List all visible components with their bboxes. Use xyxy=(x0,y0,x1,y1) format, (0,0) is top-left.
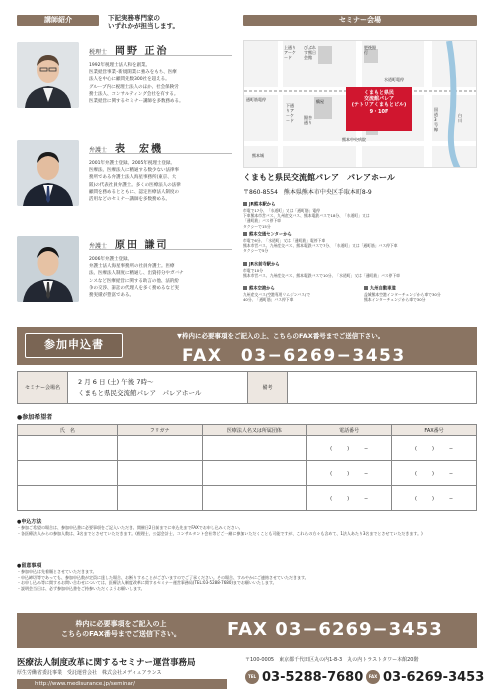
fax-contact xyxy=(366,668,484,686)
col-organization: 医療法人名又は所属団体 xyxy=(202,425,307,436)
apply-band xyxy=(17,327,477,365)
furigana-cell[interactable] xyxy=(117,461,202,486)
speaker-name-line: 税理士 岡野 正治 xyxy=(89,42,232,56)
participants-header-row xyxy=(18,425,477,436)
speaker-harada xyxy=(17,236,232,316)
footer-fax-band xyxy=(17,613,477,648)
col-phone: 電話番号 xyxy=(307,425,392,436)
venue-map xyxy=(243,40,477,168)
map-label: 通町筋電停 xyxy=(246,97,266,102)
org-url[interactable]: http://www.medisurance.jp/seminar/ xyxy=(17,679,227,689)
seminar-datetime: 2 月 6 日 (土) 午後 7時〜 xyxy=(78,377,154,386)
tel-contact xyxy=(245,668,363,686)
map-label: 熊本城 xyxy=(252,153,264,158)
org-address: 〒100-0005 東京都千代田区丸の内1-8-3 丸の内トラストタワー本館20階 xyxy=(245,657,419,663)
map-label: 銀杏通り xyxy=(304,115,312,125)
fax-number: FAX 03−6269−3453 xyxy=(182,346,406,366)
caution-notes xyxy=(17,562,477,591)
remarks-field[interactable] xyxy=(288,372,477,404)
name-cell[interactable] xyxy=(18,486,118,511)
map-label: 上通りアーケード xyxy=(284,45,296,60)
speaker-name-line: 弁護士 表 宏機 xyxy=(89,140,232,154)
remarks-label: 備考 xyxy=(248,372,288,404)
venue-field-value[interactable] xyxy=(68,372,248,404)
speaker-photo xyxy=(17,42,79,108)
access-kotsu-center: 熊本交通センターから 市電で6分、「水道町」又は「通町筋」電停下車 熊本市営バス、九州産交バス、熊本電鉄バスで7分、「水道町」又は「通町筋」バス停下車 タクシーで5分 xyxy=(243,232,398,254)
speaker-omote xyxy=(17,140,232,220)
access-expressway: 九州自動車道 益城熊本空港インターチェンジから車で30分 熊本インターチェンジから車で30分 xyxy=(364,286,441,303)
phone-cell[interactable]: ( ) − xyxy=(307,461,392,486)
organization-cell[interactable] xyxy=(202,436,307,461)
speaker-photo xyxy=(17,140,79,206)
apply-form-label: 参加申込書 xyxy=(25,333,123,358)
fax-cell[interactable]: ( ) − xyxy=(392,461,477,486)
map-label: 国道3号線 xyxy=(434,107,438,132)
participants-title: ●参加希望者 xyxy=(17,414,53,421)
table-row xyxy=(18,436,477,461)
speaker-photo xyxy=(17,236,79,302)
fax-cell[interactable]: ( ) − xyxy=(392,436,477,461)
lecturers-header: 講師紹介 xyxy=(17,15,99,26)
map-label: 水道町電停 xyxy=(384,77,404,82)
speaker-name: 原田 謙司 xyxy=(115,240,169,251)
seminar-info-table xyxy=(17,371,477,404)
fax-icon: FAX xyxy=(366,670,380,684)
venue-address: 〒860-8554 熊本県熊本市中央区手取本町8-9 xyxy=(243,189,372,196)
fax-contact-number: 03-6269-3453 xyxy=(383,669,485,685)
furigana-cell[interactable] xyxy=(117,486,202,511)
table-row xyxy=(18,461,477,486)
method-item: ・各医療法人からの参加人数は、3名までとさせていただきます。(税理士、公認会計士、コンサルタント会社等どご一緒に参加いただくことも可能ですが、これらの方々も含めて、1法人あたり3名までとさせていただきます。) xyxy=(17,530,423,536)
tel-number: 03-5288-7680 xyxy=(262,669,364,685)
phone-cell[interactable]: ( ) − xyxy=(307,436,392,461)
footer-fax-note: 枠内に必要事項をご記入の上 こちらのFAX番号までご送信下さい。 xyxy=(61,620,181,638)
map-label: 鶴屋 xyxy=(316,99,324,104)
seminar-venue: くまもと県民交流館パレア パレアホール xyxy=(78,388,202,397)
speaker-bio: 1992年税理士法人和を創業。 医業経営事業･新規開業に強みをもち、医療 法人を中心に顧問先数300社を超える。 グループ内に税理士法人のほか、社会保険労 務士法人、コンサルティング会社を有する。 医業経営に関するセミナー講師を多数務める。 xyxy=(89,63,184,105)
speaker-name: 岡野 正治 xyxy=(115,46,169,57)
map-label: 下通りアーケード xyxy=(286,103,294,123)
venue-field-label: セミナー会場名 xyxy=(18,372,68,404)
application-method xyxy=(17,518,477,536)
footer-fax-number: FAX 03−6269−3453 xyxy=(227,619,443,640)
fax-cell[interactable]: ( ) − xyxy=(392,486,477,511)
col-furigana: フリガナ xyxy=(117,425,202,436)
caution-item: ・お申し込み等に関するお問い合わせについては、医療法人制度改革に関するセミナー運営事務局(TEL:03-5288-7680)までお願いいたします。 xyxy=(17,580,277,586)
map-label: びぷれす熊日会館 xyxy=(304,45,316,60)
speaker-name: 表 宏機 xyxy=(115,144,164,155)
access-airport: 熊本空港から 九州産交バス(空港専用リムジンバス)で 40分、「通町筋」バス停下車 xyxy=(243,286,311,303)
map-label: 熊本中央病院 xyxy=(342,137,366,142)
method-title: ●申込方法 xyxy=(17,519,42,525)
caution-item: ・申込締切等であっても、参加申込数が定員に達した場合、お断りすることがございますのでご了承ください。その場合、すみやかにご連絡させていただきます。 xyxy=(17,574,309,580)
method-item: ・参加ご希望の場合は、参加申込書に必要事項をご記入いただき、開催日2日前までに申込先までFAXでお申し込みください。 xyxy=(17,525,243,530)
map-venue-label: くまもと県民 交流館パレア (テトリアくまもとビル) 9・10F xyxy=(351,90,407,115)
speaker-name-line: 弁護士 原田 謙司 xyxy=(89,236,232,250)
name-cell[interactable] xyxy=(18,461,118,486)
map-label: 肥後銀行 xyxy=(364,45,376,55)
caution-title: ●留意事項 xyxy=(17,563,42,569)
participants-table xyxy=(17,424,477,511)
organization-cell[interactable] xyxy=(202,486,307,511)
map-label: 白川 xyxy=(458,113,462,123)
fax-instruction: ▼枠内に必要事項をご記入の上、こちらのFAX番号までご送信下さい。 xyxy=(177,332,385,340)
speaker-okano xyxy=(17,42,232,122)
table-row xyxy=(18,486,477,511)
access-jr-suizenji: JR水前寺駅から 市電で10分 熊本市営バス、九州産交バス、熊本電鉄バスで10分、「水道町」又は「通町筋」バス停下車 xyxy=(243,262,400,279)
caution-item: ・参加申込は先着順とさせていただきます。 xyxy=(17,569,97,574)
venue-header: セミナー会場 xyxy=(243,15,477,26)
lecturers-subtitle: 下記実務専門家の いずれかが担当します。 xyxy=(108,14,179,30)
name-cell[interactable] xyxy=(18,436,118,461)
org-subtitle: 厚生労働省委託事業 受託運営会社 株式会社メディュアランス xyxy=(17,670,162,676)
phone-cell[interactable]: ( ) − xyxy=(307,486,392,511)
access-jr-kumamoto: JR熊本駅から 市電で17分、「水道町」又は「通町筋」電停 下車熊本市営バス、九州産交バス、熊本電鉄バスで18分、「水道町」又は「通町筋」バス停下車 タクシーで15分 xyxy=(243,202,370,229)
organization-cell[interactable] xyxy=(202,461,307,486)
caution-item: ・説明会当日は、必ず参加申込書をご持参いただくようお願いします。 xyxy=(17,585,145,591)
col-fax: FAX番号 xyxy=(392,425,477,436)
org-title: 医療法人制度改革に関するセミナー運営事務局 xyxy=(17,658,196,668)
furigana-cell[interactable] xyxy=(117,436,202,461)
speaker-bio: 2001年弁護士登録。2005年税理士登録。 医療法、医療法人に精通する数少ない法律事 務所である弁護士法人海星事務所(東京、大 阪)の代表社員弁護士。多くの医療法人の法律 顧問を務めるとともに、認定医療法人制度の 活用などのセミナー講師を多数務める。 xyxy=(89,161,181,203)
tel-icon: TEL xyxy=(245,670,259,684)
venue-name: くまもと県民交流館パレア パレアホール xyxy=(243,173,395,182)
col-name: 氏 名 xyxy=(18,425,118,436)
speaker-bio: 2006年弁護士登録。 弁護士法人海星事務所の社員弁護士。医療 法、医療法人制度に精通し、出資持分やガバナ ンスなど医療経営に関する助言の他、法的紛 争の交渉、訴訟の代理人を多く務めるなど実 務実績が豊富である。 xyxy=(89,257,184,299)
